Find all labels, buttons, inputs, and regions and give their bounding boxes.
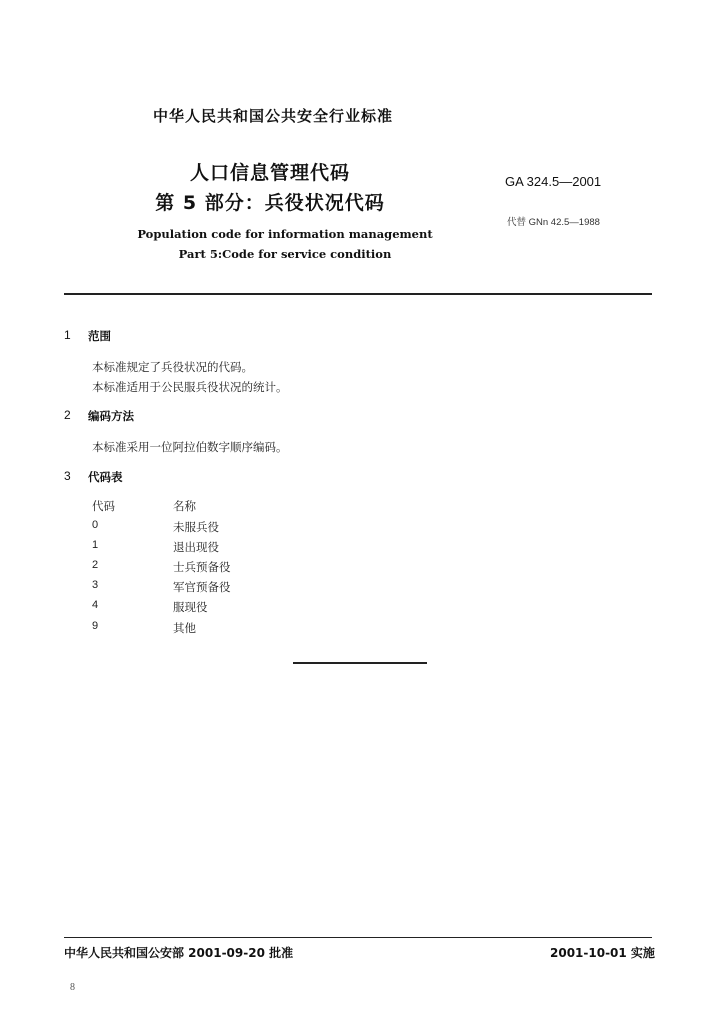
table-header-name: 名称 [173,499,196,513]
section-number: 1 [64,328,71,342]
end-divider [293,662,427,664]
section-number: 3 [64,469,71,483]
table-cell-code: 0 [92,519,99,531]
section-paragraph: 本标准规定了兵役状况的代码。 [92,360,253,374]
table-cell-name: 军官预备役 [173,580,231,594]
footer-divider [64,937,652,938]
table-cell-name: 服现役 [173,600,208,614]
implementation-date: 2001-10-01 实施 [550,946,655,960]
section-title: 范围 [88,329,111,343]
table-cell-name: 未服兵役 [173,520,219,534]
page-number: 8 [70,982,75,993]
section-paragraph: 本标准适用于公民服兵役状况的统计。 [92,380,288,394]
table-cell-name: 退出现役 [173,540,219,554]
table-cell-name: 其他 [173,621,196,635]
replaces-standard: 代替 GNn 42.5—1988 [507,217,600,228]
table-cell-code: 2 [92,559,99,571]
document-subtitle-zh: 第 5 部分：兵役状况代码 [155,192,385,214]
header-divider [64,293,652,295]
table-cell-code: 1 [92,539,99,551]
section-title: 代码表 [88,470,123,484]
standard-category-title: 中华人民共和国公共安全行业标准 [153,107,394,125]
section-number: 2 [64,408,71,422]
document-title-zh: 人口信息管理代码 [189,162,350,184]
table-header-code: 代码 [92,499,115,513]
document-title-en: Population code for information management [137,227,433,241]
table-cell-code: 3 [92,579,99,591]
document-subtitle-en: Part 5:Code for service condition [178,247,392,261]
table-cell-code: 4 [92,599,99,611]
section-paragraph: 本标准采用一位阿拉伯数字顺序编码。 [92,440,288,454]
section-title: 编码方法 [88,409,134,423]
approval-date: 中华人民共和国公安部 2001-09-20 批准 [64,946,294,960]
table-cell-code: 9 [92,620,99,632]
table-cell-name: 士兵预备役 [173,560,231,574]
standard-number: GA 324.5—2001 [505,174,602,189]
